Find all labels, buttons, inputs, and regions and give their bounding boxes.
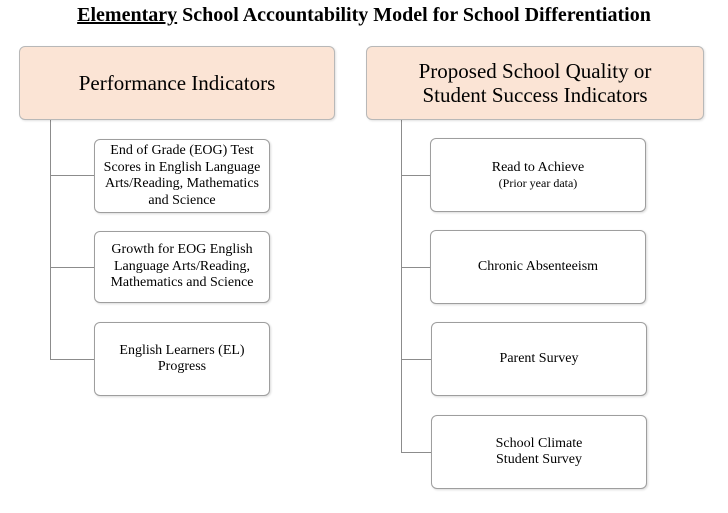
- right-connector-branch-4: [401, 452, 431, 453]
- eog-test-scores-label: End of Grade (EOG) Test Scores in English Language Arts/Reading, Mathematics and Science: [103, 143, 261, 208]
- read-to-achieve-label: Read to Achieve: [491, 159, 585, 175]
- parent-survey-box: [431, 322, 647, 396]
- eog-growth-box: [94, 231, 270, 303]
- right-connector-trunk: [401, 120, 402, 452]
- read-to-achieve-note: (Prior year data): [498, 176, 578, 191]
- left-connector-branch-1: [50, 175, 94, 176]
- english-learners-box: [94, 322, 270, 396]
- school-quality-label: Proposed School Quality or Student Success Indicators: [418, 59, 652, 107]
- performance-indicators-header: [19, 46, 335, 120]
- chronic-absenteeism-box: [430, 230, 646, 304]
- parent-survey-label: Parent Survey: [499, 350, 579, 366]
- eog-test-scores-box: [94, 139, 270, 213]
- right-connector-branch-1: [401, 175, 430, 176]
- title-emphasis: Elementary: [77, 4, 178, 26]
- left-connector-branch-3: [50, 359, 94, 360]
- chronic-absenteeism-label: Chronic Absenteeism: [477, 258, 599, 274]
- english-learners-label: English Learners (EL) Progress: [119, 342, 245, 374]
- left-connector-branch-2: [50, 267, 94, 268]
- right-connector-branch-2: [401, 267, 430, 268]
- school-quality-header: [366, 46, 704, 120]
- school-climate-survey-label: School Climate Student Survey: [495, 435, 583, 467]
- school-climate-survey-box: [431, 415, 647, 489]
- title-rest: School Accountability Model for School Differentiation: [177, 4, 651, 26]
- right-connector-branch-3: [401, 359, 431, 360]
- left-connector-trunk: [50, 120, 51, 359]
- performance-indicators-label: Performance Indicators: [78, 71, 276, 95]
- page-title: [0, 4, 728, 27]
- read-to-achieve-box: [430, 138, 646, 212]
- eog-growth-label: Growth for EOG English Language Arts/Reading, Mathematics and Science: [110, 242, 254, 291]
